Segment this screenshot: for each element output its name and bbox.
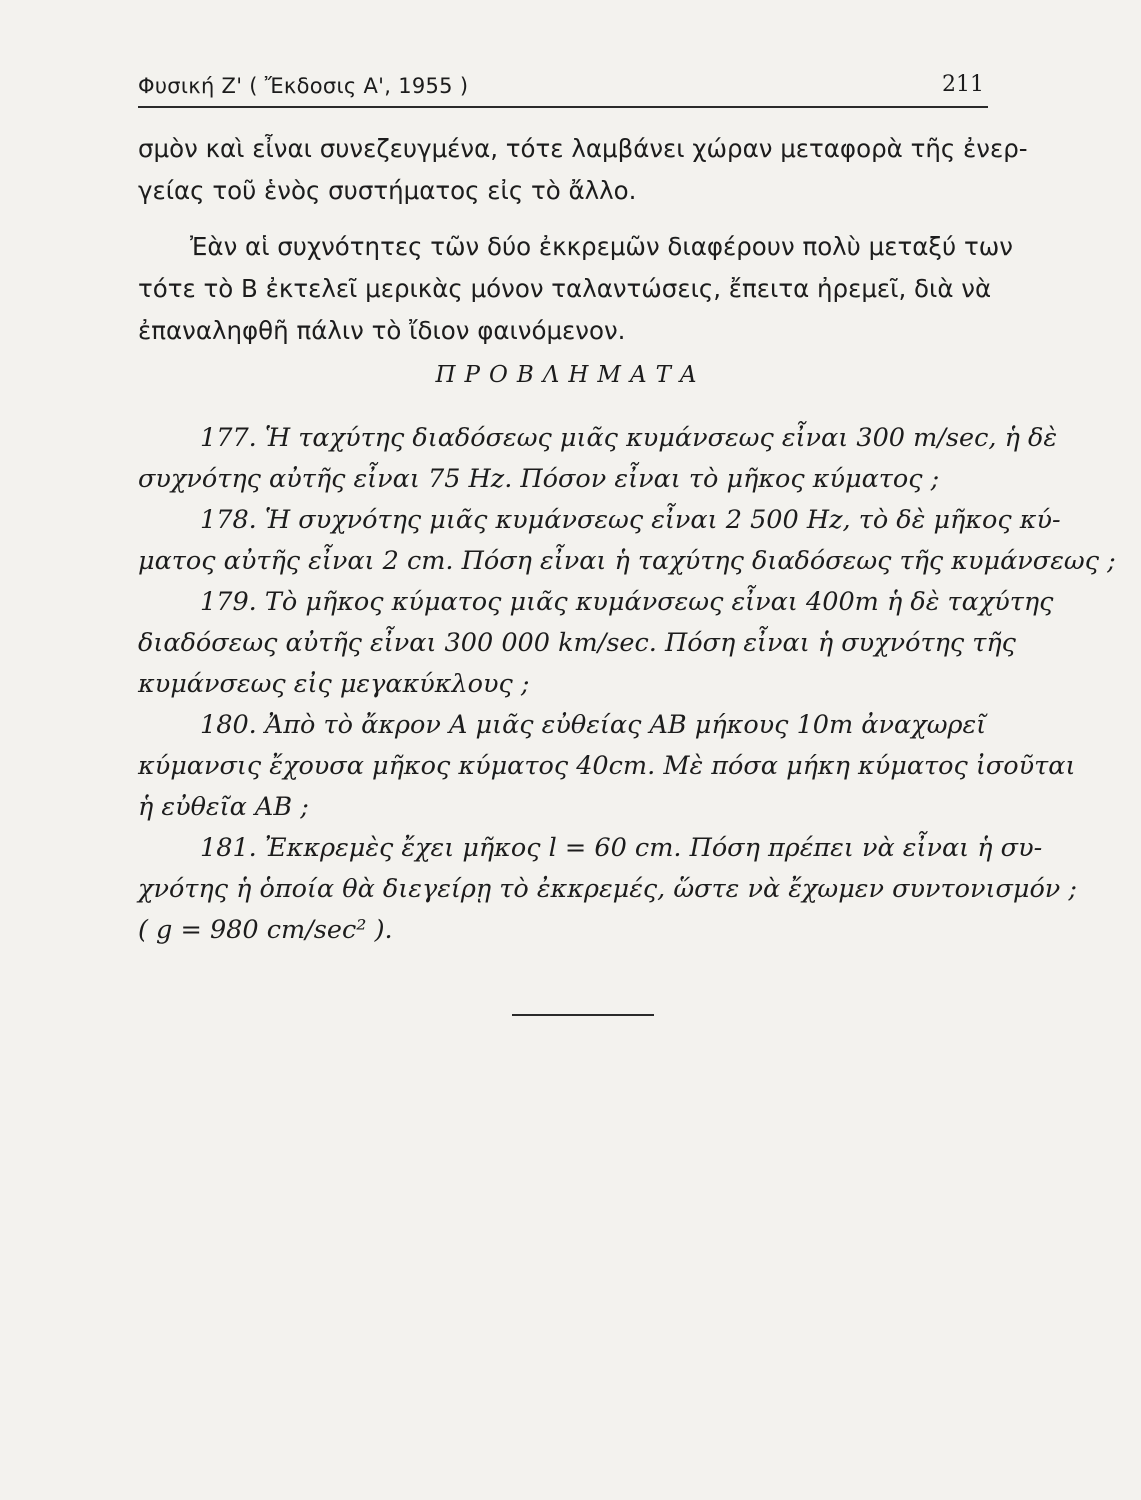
paragraph-pendulum-frequencies bbox=[138, 226, 1013, 352]
problem-179-line: κυμάνσεως εἰς μεγακύκλους ; bbox=[138, 669, 530, 699]
problem-181-line: 181. Ἐκκρεμὲς ἔχει μῆκος l = 60 cm. Πόση πρέπει νὰ εἶναι ἡ συ- bbox=[200, 833, 1043, 863]
problem-179-line: 179. Τὸ μῆκος κύματος μιᾶς κυμάνσεως εἶναι 400m ἡ δὲ ταχύτης bbox=[200, 587, 1054, 617]
section-title-problems: ΠΡΟΒΛΗΜΑΤΑ bbox=[435, 362, 706, 388]
text-line: Ἐὰν αἱ συχνότητες τῶν δύο ἐκκρεμῶν διαφέρουν πολὺ μεταξύ των bbox=[190, 232, 1013, 261]
problem-180-line: 180. Ἀπὸ τὸ ἄκρον Α μιᾶς εὐθείας ΑΒ μήκους 10m ἀναχωρεῖ bbox=[200, 710, 987, 740]
problem-180-line: ἡ εὐθεῖα ΑΒ ; bbox=[138, 792, 309, 822]
page-header bbox=[138, 70, 988, 108]
problem-178-line: ματος αὐτῆς εἶναι 2 cm. Πόση εἶναι ἡ ταχύτης διαδόσεως τῆς κυμάνσεως ; bbox=[138, 546, 1116, 576]
problem-178-line: 178. Ἡ συχνότης μιᾶς κυμάνσεως εἶναι 2 500 Hz, τὸ δὲ μῆκος κύ- bbox=[200, 505, 1061, 535]
running-title: Φυσική Ζ' ( Ἔκδοσις Α', 1955 ) bbox=[138, 74, 469, 98]
problem-177-line: συχνότης αὐτῆς εἶναι 75 Hz. Πόσον εἶναι τὸ μῆκος κύματος ; bbox=[138, 464, 940, 494]
problem-177-line: 177. Ἡ ταχύτης διαδόσεως μιᾶς κυμάνσεως εἶναι 300 m/sec, ἡ δὲ bbox=[200, 423, 1058, 453]
text-line: ἐπαναληφθῆ πάλιν τὸ ἴδιον φαινόμενον. bbox=[138, 316, 626, 345]
problem-181-line: ( g = 980 cm/sec² ). bbox=[138, 915, 393, 945]
text-line: γείας τοῦ ἑνὸς συστήματος εἰς τὸ ἄλλο. bbox=[138, 176, 637, 205]
paragraph-continuation bbox=[138, 128, 1028, 212]
problem-181-line: χνότης ἡ ὁποία θὰ διεγείρῃ τὸ ἐκκρεμές, ὥστε νὰ ἔχωμεν συντονισμόν ; bbox=[138, 874, 1077, 904]
problem-179-line: διαδόσεως αὐτῆς εἶναι 300 000 km/sec. Πόση εἶναι ἡ συχνότης τῆς bbox=[138, 628, 1016, 658]
text-line: σμὸν καὶ εἶναι συνεζευγμένα, τότε λαμβάνει χώραν μεταφορὰ τῆς ἐνερ- bbox=[138, 134, 1028, 163]
end-rule bbox=[512, 1014, 654, 1016]
problem-180-line: κύμανσις ἔχουσα μῆκος κύματος 40cm. Μὲ πόσα μήκη κύματος ἰσοῦται bbox=[138, 751, 1076, 781]
text-line: τότε τὸ Β ἐκτελεῖ μερικὰς μόνον ταλαντώσεις, ἔπειτα ἠρεμεῖ, διὰ νὰ bbox=[138, 274, 992, 303]
page-number: 211 bbox=[942, 72, 984, 97]
problems-list bbox=[138, 418, 1116, 951]
